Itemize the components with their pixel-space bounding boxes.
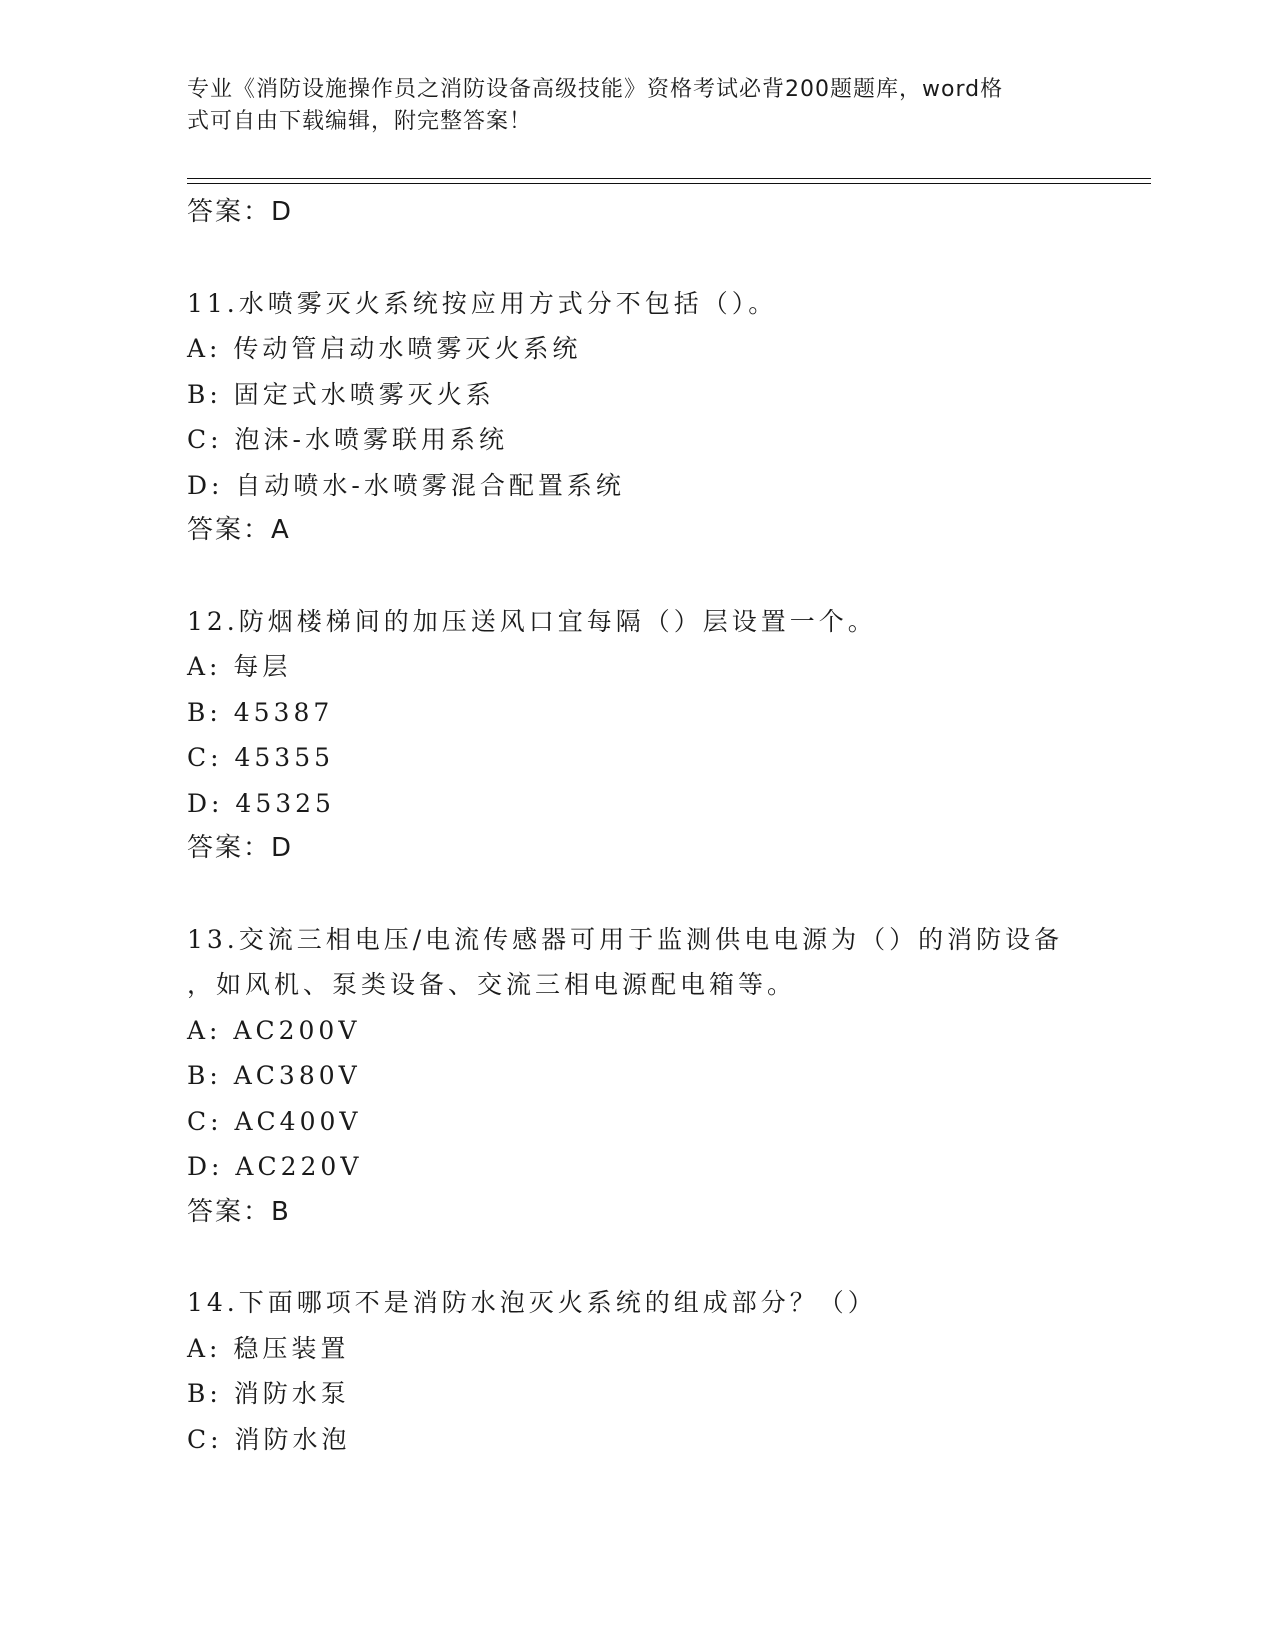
option-b: B: 45387 bbox=[187, 697, 334, 727]
option-c: C: 泡沫-水喷雾联用系统 bbox=[187, 425, 508, 454]
header-rule-top bbox=[187, 178, 1151, 179]
option-b: B: 消防水泵 bbox=[187, 1379, 350, 1408]
spacer bbox=[187, 872, 1151, 917]
option-a: A: 传动管启动水喷雾灭火系统 bbox=[187, 334, 582, 363]
answer-line: 答案：D bbox=[187, 833, 294, 863]
option-d: D: 45325 bbox=[187, 788, 335, 818]
header-rule-bottom bbox=[187, 183, 1151, 184]
header-line-2: 式可自由下载编辑，附完整答案！ bbox=[187, 109, 533, 134]
option-c: C: 45355 bbox=[187, 743, 335, 772]
question-block-13 bbox=[187, 917, 1151, 1236]
option-c: C: AC400V bbox=[187, 1106, 362, 1136]
header-line-1: 专业《消防设施操作员之消防设备高级技能》资格考试必背200题题库，word格 bbox=[187, 77, 1004, 102]
option-c: C: 消防水泡 bbox=[187, 1424, 351, 1454]
previous-answer: 答案：D bbox=[187, 197, 294, 227]
question-stem: 11.水喷雾灭火系统按应用方式分不包括（）。 bbox=[187, 288, 778, 318]
question-block-14 bbox=[187, 1280, 1151, 1462]
question-block-12 bbox=[187, 599, 1151, 872]
option-a: A: 每层 bbox=[187, 652, 292, 681]
question-content bbox=[187, 190, 1151, 1462]
question-stem: 12.防烟楼梯间的加压送风口宜每隔（）层设置一个。 bbox=[187, 606, 877, 636]
answer-line: 答案：B bbox=[187, 1196, 291, 1227]
option-b: B: 固定式水喷雾灭火系 bbox=[187, 379, 495, 409]
option-a: A: AC200V bbox=[187, 1015, 361, 1045]
document-header bbox=[187, 74, 1067, 138]
spacer bbox=[187, 236, 1151, 281]
spacer bbox=[187, 554, 1151, 599]
option-b: B: AC380V bbox=[187, 1061, 361, 1090]
question-stem-line-1: 13.交流三相电压/电流传感器可用于监测供电电源为（）的消防设备 bbox=[187, 924, 1064, 954]
option-d: D: 自动喷水-水喷雾混合配置系统 bbox=[187, 470, 625, 500]
question-block-11 bbox=[187, 281, 1151, 554]
question-stem: 14.下面哪项不是消防水泡灭火系统的组成部分？（） bbox=[187, 1288, 877, 1317]
question-stem-line-2: ，如风机、泵类设备、交流三相电源配电箱等。 bbox=[187, 970, 797, 999]
spacer bbox=[187, 1235, 1151, 1280]
answer-line: 答案：A bbox=[187, 515, 291, 545]
option-a: A: 稳压装置 bbox=[187, 1333, 350, 1363]
option-d: D: AC220V bbox=[187, 1152, 363, 1181]
